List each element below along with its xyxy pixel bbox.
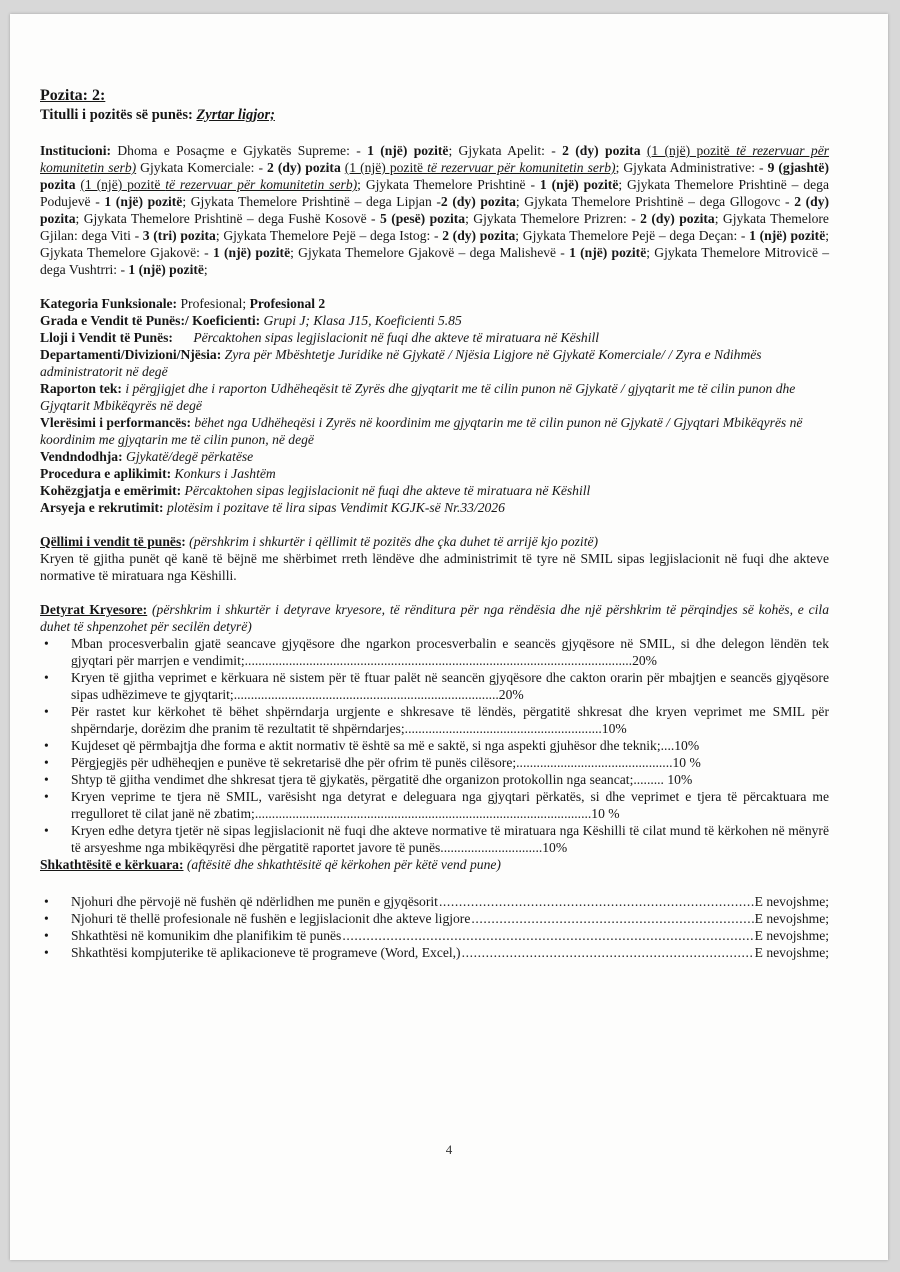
purpose-heading-line: Qëllimi i vendit të punës: (përshkrim i shkurtër i qëllimit të pozitës dhe çka duhet të arrijë kjo pozitë) [40, 534, 599, 549]
raporton-line: Raporton tek: i përgjigjet dhe i raporton Udhëheqësit të Zyrës dhe gjyqtarit me të cilin punon në Gjykatë / gjyqtarit me të cilin punon dhe Gjyqtarit Mbikëqyrës në degë [40, 381, 796, 413]
page-number: 4 [445, 1142, 453, 1157]
purpose-heading: Qëllimi i vendit të punës [40, 534, 182, 549]
vleresimi-line: Vlerësimi i performancës: bëhet nga Udhëheqësi i Zyrës në koordinim me gjyqtarin me të cilin punon në Gjykatë / Gjyqtari Mbikëqyrës në koordinim me gjyqtarin me të cilin punon, në degë [40, 415, 803, 447]
skill-item: • Shkathtësi kompjuterike të aplikacioneve të programeve (Word, Excel,) ..... E nevojshme; [40, 944, 829, 961]
duties-heading: Detyrat Kryesore: [40, 602, 148, 617]
page-content [40, 86, 829, 961]
arsyeja-line: Arsyeja e rekrutimit: plotësim i pozitave të lira sipas Vendimit KGJK-së Nr.33/2026 [40, 500, 505, 515]
duty-item: • Shtyp të gjitha vendimet dhe shkresat tjera të gjykatës, përgatitë dhe organizon protokollin nga seancat;......... 10% [40, 771, 829, 788]
duty-item: • Kryen të gjitha veprimet e kërkuara në sistem për të ftuar palët në seancën gjyqësore dhe cakton orarin për mbajtjen e seancës gjyqësore sipas udhëzimeve te gjyqtarit;..............................................................................20% [40, 669, 829, 703]
purpose-hint: (përshkrim i shkurtër i qëllimit të pozitës dhe çka duhet të arrijë kjo pozitë) [185, 534, 599, 549]
kohezgjatja-line: Kohëzgjatja e emërimit: Përcaktohen sipas legjislacionit në fuqi dhe akteve të miratuara në Këshill [40, 483, 591, 498]
duty-item: • Kryen veprime te tjera në SMIL, varësisht nga detyrat e deleguara nga gjyqtari përkatës, si dhe veprimet e tjera të përcaktuara me rregulloret të cilat janë në zbatim;...................................................................................................10 % [40, 788, 829, 822]
details-block [40, 295, 829, 516]
skills-list [40, 893, 829, 961]
departamenti-line: Departamenti/Divizioni/Njësia: Zyra për Mbështetje Juridike në Gjykatë / Njësia Ligjore në Gjykatë Komerciale/ / Zyra e Ndihmës administratorit në degë [40, 347, 762, 379]
duty-item: • Përgjegjës për udhëheqjen e punëve të sekretarisë dhe për ofrim të punës cilësore;..............................................10 % [40, 754, 829, 771]
skill-item: • Njohuri dhe përvojë në fushën që ndërlidhen me punën e gjyqësorit ..... E nevojshme; [40, 893, 829, 910]
kategoria-line: Kategoria Funksionale: Profesional; Profesional 2 [40, 296, 326, 311]
procedura-line: Procedura e aplikimit: Konkurs i Jashtëm [40, 466, 276, 481]
position-title-line [40, 106, 829, 125]
duty-item: • Mban procesverbalin gjatë seancave gjyqësore dhe ngarkon procesverbalin e seancës gjyqësore në SMIL, si dhe delegon lëndën tek gjyqtari për marrjen e vendimit;..................................................................................................................20% [40, 635, 829, 669]
duties-heading-line [40, 601, 829, 635]
grada-line: Grada e Vendit të Punës:/ Koeficienti: Grupi J; Klasa J15, Koeficienti 5.85 [40, 313, 462, 328]
lloji-line: Lloji i Vendit të Punës: Përcaktohen sipas legjislacionit në fuqi dhe akteve të miratuara në Këshill [40, 330, 600, 345]
position-title-label: Titulli i pozitës së punës: [40, 107, 193, 123]
institutions-label: Institucioni: [40, 143, 112, 158]
duty-item: • Kujdeset që përmbajtja dhe forma e aktit normativ të është sa më e saktë, si nga aspekti gjuhësor dhe teknik;....10% [40, 737, 829, 754]
document-page [10, 14, 888, 1260]
vendndodhja-line: Vendndodhja: Gjykatë/degë përkatëse [40, 449, 254, 464]
institutions-paragraph: Institucioni: Dhoma e Posaçme e Gjykatës Supreme: - 1 (një) pozitë; Gjykata Apelit: - 2 (dy) pozita (1 (një) pozitë të rezervuar për komunitetin serb) Gjykata Komerciale: - 2 (dy) pozita (1 (një) pozitë të rezervuar për komunitetin serb); Gjykata Administrative: - 9 (gjashtë) pozita (1 (një) pozitë të rezervuar për komunitetin serb); Gjykata Themelore Prishtinë - 1 (një) pozitë; Gjykata Themelore Prishtinë – dega Podujevë - 1 (një) pozitë; Gjykata Themelore Prishtinë – dega Lipjan -2 (dy) pozita; Gjykata Themelore Prishtinë – dega Gllogovc - 2 (dy) pozita; Gjykata Themelore Prishtinë – dega Fushë Kosovë - 5 (pesë) pozita; Gjykata Themelore Prizren: - 2 (dy) pozita; Gjykata Themelore Gjilan: dega Viti - 3 (tri) pozita; Gjykata Themelore Pejë – dega Istog: - 2 (dy) pozita; Gjykata Themelore Pejë – dega Deçan: - 1 (një) pozitë; Gjykata Themelore Gjakovë: - 1 (një) pozitë; Gjykata Themelore Gjakovë – dega Malishevë - 1 (një) pozitë; Gjykata Themelore Mitrovicë – dega Vushtrri: - 1 (një) pozitë; [40, 143, 830, 277]
duty-item: • Kryen edhe detyra tjetër në sipas legjislacionit në fuqi dhe akteve normative të miratuara nga Këshilli të cilat mund të kërkohen në mënyrë të arsyeshme nga mbikëqyrësi dhe përgatitë raportet javore të punës..............................10% [40, 822, 829, 856]
position-title-value: Zyrtar ligjor; [196, 107, 275, 123]
skills-heading: Shkathtësitë e kërkuara: [40, 857, 184, 872]
skills-hint: (aftësitë dhe shkathtësitë që kërkohen për këtë vend pune) [183, 857, 501, 872]
position-number-title: Pozita: 2: [40, 87, 106, 104]
skill-item: • Njohuri të thellë profesionale në fushën e legjislacionit dhe akteve ligjore ..... E nevojshme; [40, 910, 829, 927]
duties-hint: (përshkrim i shkurtër i detyrave kryesore, të rënditura për nga rëndësia dhe një përshkrim të përqindjes së kohës, e cila duhet të shpenzohet për secilën detyrë) [40, 602, 829, 634]
duties-list [40, 635, 829, 856]
duty-item: • Për rastet kur kërkohet të bëhet shpërndarja urgjente e shkresave të lëndës, përgatitë shkresat dhe kryen veprimet me SMIL për shpërndarje, dorëzim dhe pranim të rezultatit të shpërndarjes;..........................................................10% [40, 703, 829, 737]
skills-heading-line [40, 856, 829, 873]
skill-item: • Shkathtësi në komunikim dhe planifikim të punës ..... E nevojshme; [40, 927, 829, 944]
purpose-text: Kryen të gjitha punët që kanë të bëjnë me shërbimet rreth lëndëve dhe administrimit të tyre në SMIL sipas legjislacionit në fuqi dhe akteve normative të miratuara nga Këshilli. [40, 551, 829, 583]
